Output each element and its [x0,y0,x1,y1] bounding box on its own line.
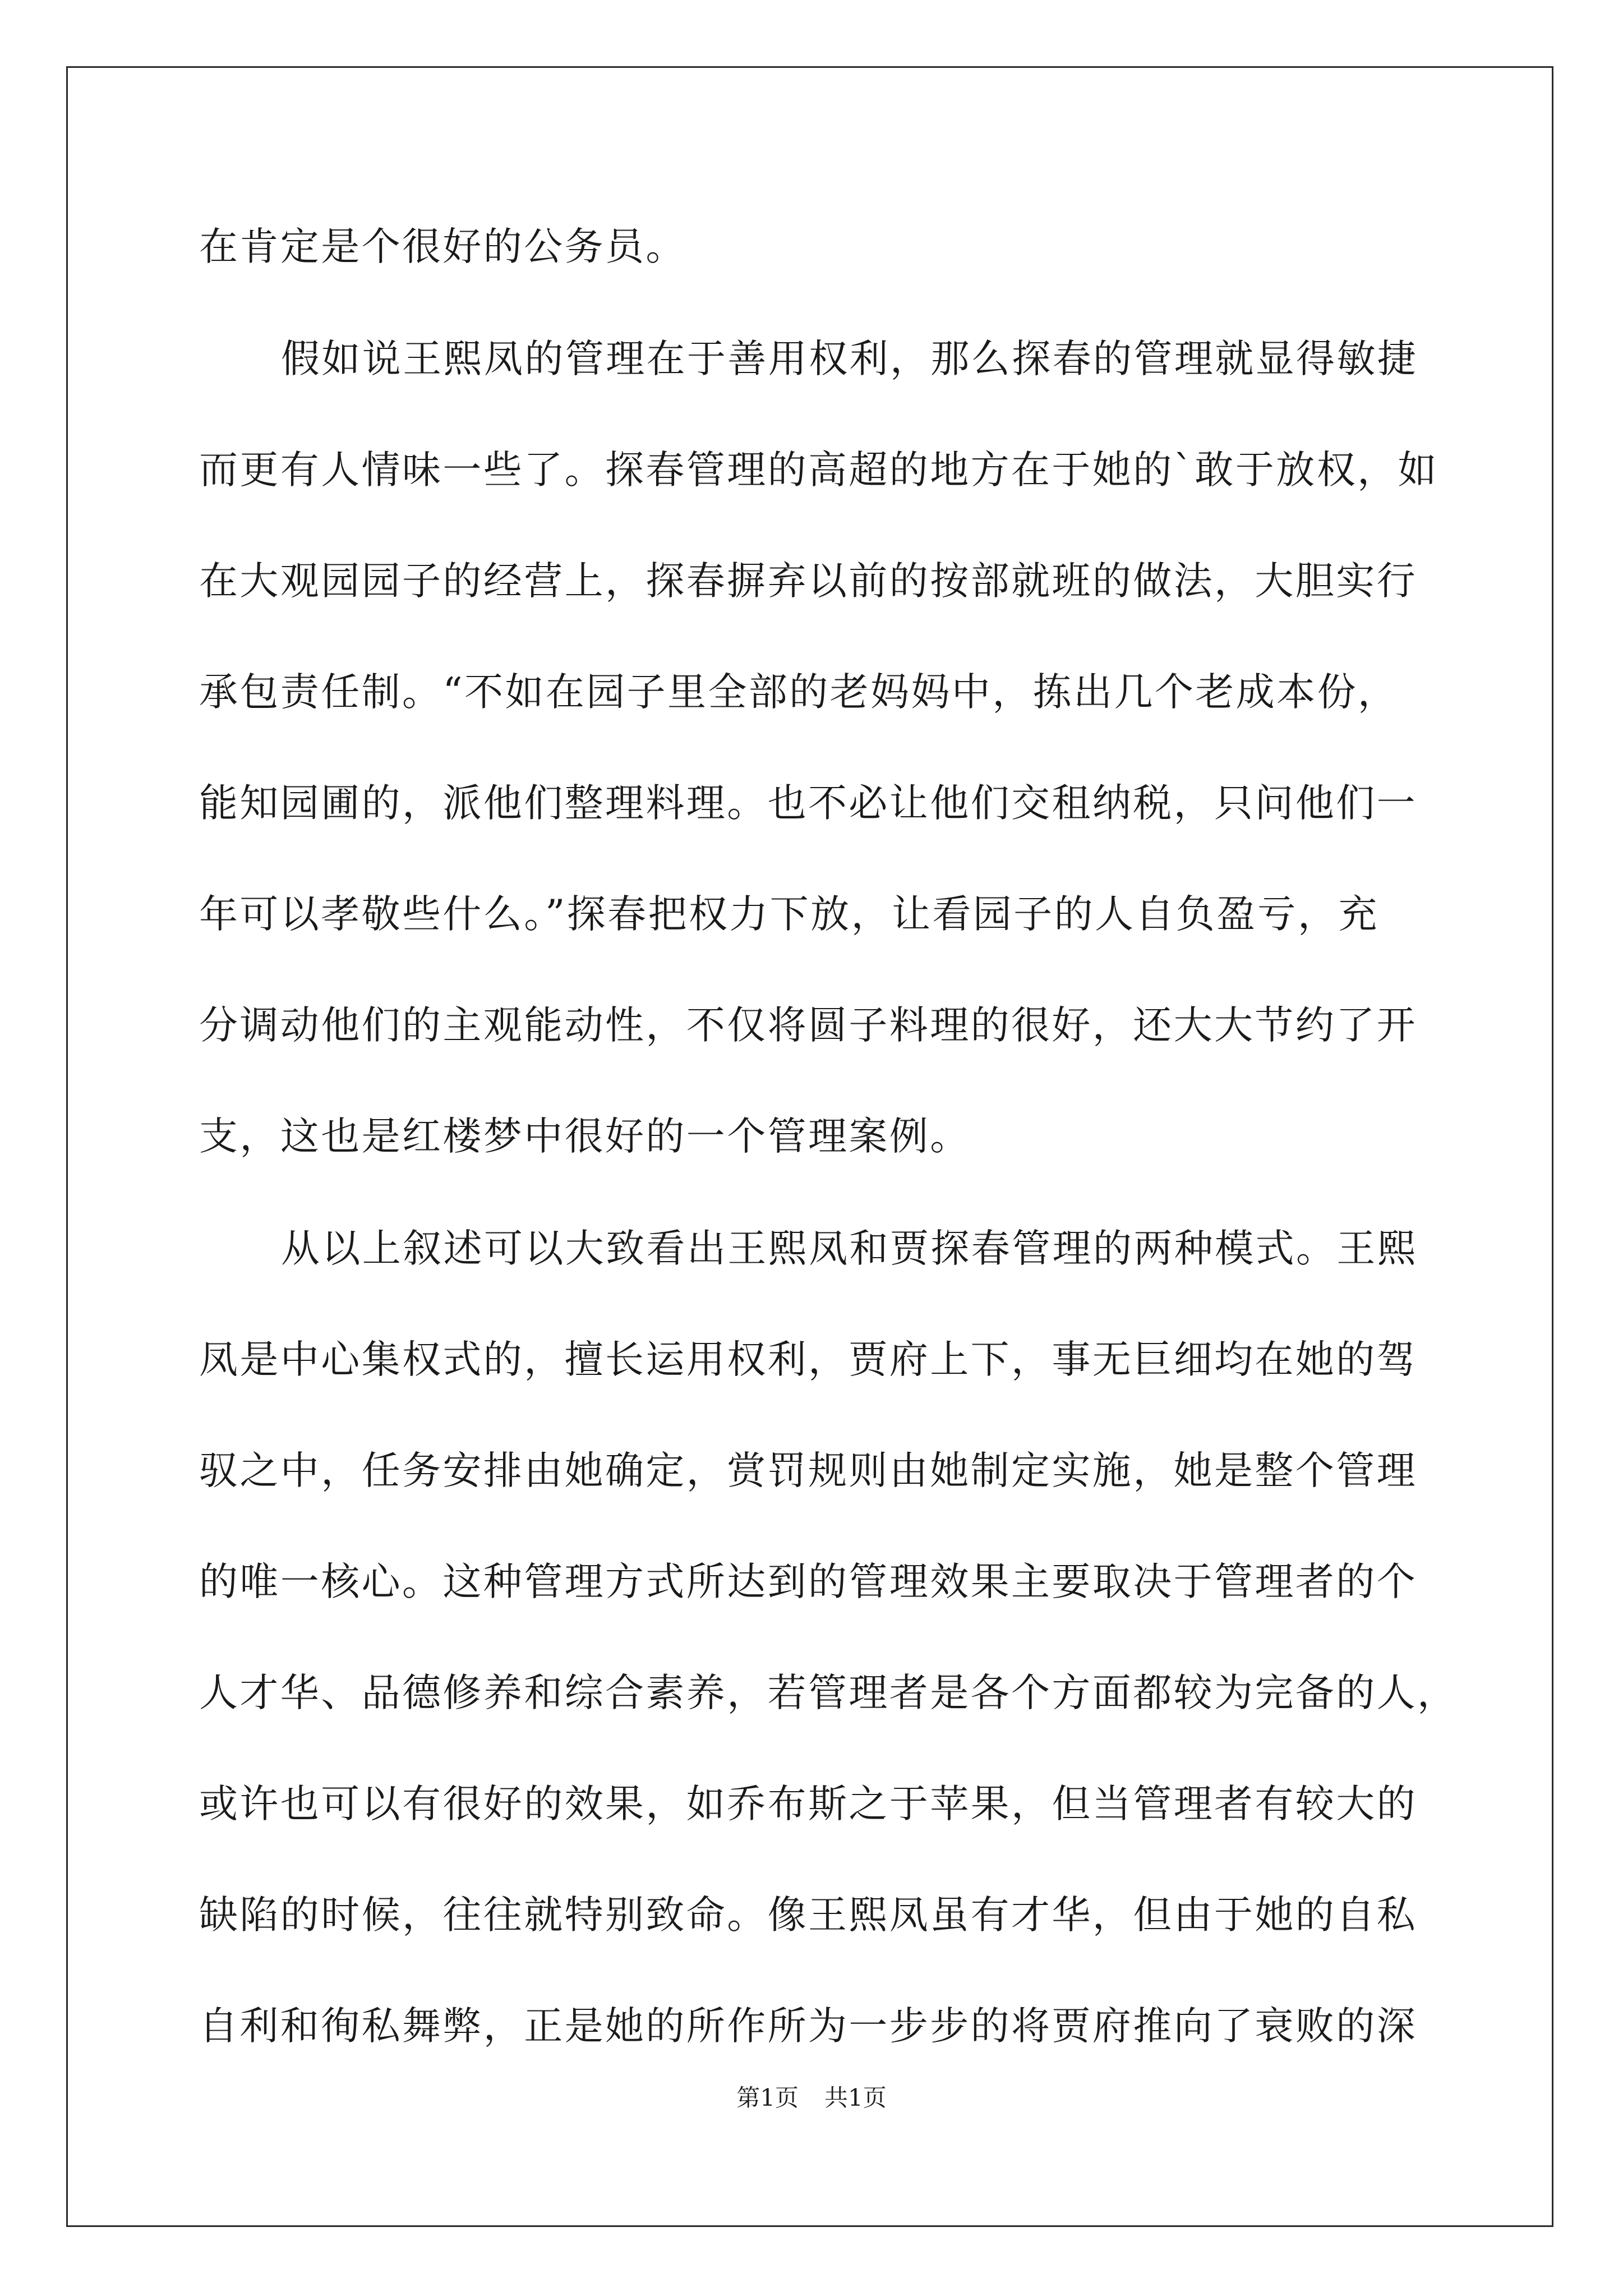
page-number-current: 第1页 [736,2084,799,2111]
page-number-total: 共1页 [824,2084,887,2111]
text-line: 人才华、品德修养和综合素养，若管理者是各个方面都较为完备的人， [199,1671,1458,1715]
text-line: 凤是中心集权式的，擅长运用权利，贾府上下，事无巨细均在她的驾 [199,1337,1417,1382]
text-line: 在大观园园子的经营上，探春摒弃以前的按部就班的做法，大胆实行 [199,559,1417,604]
text-line: 能知园圃的，派他们整理料理。也不必让他们交租纳税，只问他们一 [199,781,1417,826]
text-line: 在肯定是个很好的公务员。 [199,224,686,269]
page-footer [0,2084,1623,2112]
text-line: 的唯一核心。这种管理方式所达到的管理效果主要取决于管理者的个 [199,1559,1417,1604]
paragraph-start-line: 从以上叙述可以大致看出王熙凤和贾探春管理的两种模式。王熙 [281,1226,1418,1271]
text-line: 承包责任制。“不如在园子里全部的老妈妈中，拣出几个老成本份， [199,670,1399,715]
text-line: 而更有人情味一些了。探春管理的高超的地方在于她的`敢于放权，如 [199,448,1438,493]
text-line: 缺陷的时候，往往就特别致命。像王熙凤虽有才华，但由于她的自私 [199,1893,1417,1938]
text-line: 或许也可以有很好的效果，如乔布斯之于苹果，但当管理者有较大的 [199,1782,1417,1826]
text-line: 分调动他们的主观能动性，不仅将圆子料理的很好，还大大节约了开 [199,1003,1417,1048]
text-line: 支，这也是红楼梦中很好的一个管理案例。 [199,1114,971,1159]
text-line: 自利和徇私舞弊，正是她的所作所为一步步的将贾府推向了衰败的深 [199,2004,1417,2049]
paragraph-start-line: 假如说王熙凤的管理在于善用权利，那么探春的管理就显得敏捷 [281,337,1418,381]
text-line: 年可以孝敬些什么。”探春把权力下放，让看园子的人自负盈亏，充 [199,892,1379,937]
text-line: 驭之中，任务安排由她确定，赏罚规则由她制定实施，她是整个管理 [199,1448,1417,1493]
